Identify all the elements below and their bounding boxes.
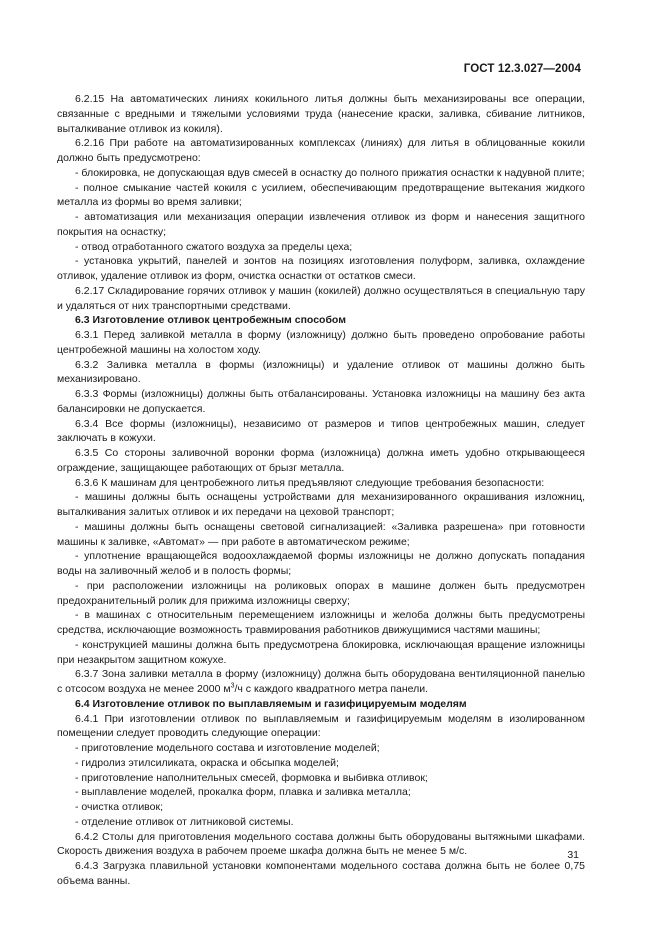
paragraph-text: - установка укрытий, панелей и зонтов на позициях изготовления полуформ, заливка, охлаждение отливок, удаление отливок из форм, очистка оснастки от остатков смеси. bbox=[57, 255, 585, 282]
paragraph-text: - отвод отработанного сжатого воздуха за пределы цеха; bbox=[75, 240, 353, 253]
paragraph-text: 6.3.5 Со стороны заливочной воронки форма (изложница) должна иметь удобно открывающееся ограждение, защищающее работающих от брызг металла. bbox=[57, 447, 585, 474]
paragraph bbox=[57, 579, 585, 609]
paragraph bbox=[57, 785, 585, 800]
paragraph bbox=[57, 284, 585, 314]
paragraph-text: 6.2.16 При работе на автоматизированных комплексах (линиях) для литья в облицованные кокили должно быть предусмотрено: bbox=[57, 137, 585, 164]
paragraph bbox=[57, 830, 585, 860]
paragraph bbox=[57, 166, 585, 181]
page-number: 31 bbox=[567, 849, 579, 861]
section-heading bbox=[57, 313, 585, 328]
paragraph-text: 6.3.1 Перед заливкой металла в форму (изложницу) должно быть проведено опробование работы центробежной машины на холостом ходу. bbox=[57, 329, 585, 356]
paragraph-text: - конструкцией машины должна быть предусмотрена блокировка, исключающая вращение изложницы при незакрытом защитном кожухе. bbox=[57, 638, 585, 666]
paragraph-text: 6.3.2 Заливка металла в формы (изложницы) и удаление отливок от машины должно быть механизировано. bbox=[57, 358, 585, 386]
paragraph-text: - выплавление моделей, прокалка форм, плавка и заливка металла; bbox=[75, 786, 411, 799]
paragraph-text: 6.3.4 Все формы (изложницы), независимо от размеров и типов центробежных машин, следует заключать в кожухи. bbox=[57, 417, 585, 445]
paragraph bbox=[57, 136, 585, 166]
paragraph-text-tail: /ч с каждого квадратного метра панели. bbox=[234, 683, 429, 695]
paragraph-text: - блокировка, не допускающая вдув смесей в оснастку до полного прижатия оснастки к надувной плите; bbox=[75, 166, 585, 179]
paragraph bbox=[57, 417, 585, 447]
paragraph bbox=[57, 446, 585, 476]
paragraph bbox=[57, 859, 585, 889]
paragraph bbox=[57, 608, 585, 638]
paragraph bbox=[57, 490, 585, 520]
paragraph bbox=[57, 638, 585, 668]
section-heading bbox=[57, 697, 585, 712]
paragraph-text: - полное смыкание частей кокиля с усилием, обеспечивающим предотвращение вытекания жидкого металла из формы во время заливки; bbox=[57, 181, 585, 209]
paragraph bbox=[57, 667, 585, 697]
superscript: 3 bbox=[230, 682, 235, 690]
paragraph bbox=[57, 181, 585, 211]
paragraph bbox=[57, 476, 585, 491]
document-code: ГОСТ 12.3.027—2004 bbox=[463, 63, 581, 75]
paragraph-text: 6.2.15 На автоматических линиях кокильного литья должны быть механизированы все операции, связанные с вредными и тяжелыми условиями труда (нанесение краски, заливка, сбивание литников, выталкивание отливок из кокиля). bbox=[57, 93, 585, 135]
paragraph bbox=[57, 549, 585, 579]
paragraph bbox=[57, 254, 585, 284]
paragraph bbox=[57, 800, 585, 815]
paragraph-text: 6.2.17 Складирование горячих отливок у машин (кокилей) должно осуществляться в специальную тару и удаляться от них транспортными средствами. bbox=[57, 284, 585, 312]
paragraph-text: - отделение отливок от литниковой системы. bbox=[75, 815, 294, 828]
paragraph bbox=[57, 756, 585, 771]
paragraph-text: 6.4 Изготовление отливок по выплавляемым и газифицируемым моделям bbox=[75, 697, 467, 710]
paragraph-text: - гидролиз этилсиликата, окраска и обсыпка моделей; bbox=[75, 756, 339, 769]
paragraph bbox=[57, 92, 585, 136]
paragraph-text: - приготовление наполнительных смесей, формовка и выбивка отливок; bbox=[75, 771, 428, 784]
paragraph bbox=[57, 712, 585, 742]
paragraph bbox=[57, 358, 585, 388]
paragraph-text: - очистка отливок; bbox=[75, 801, 163, 813]
paragraph-text: - автоматизация или механизация операции извлечения отливок из форм и нанесения защитного покрытия на оснастку; bbox=[57, 211, 585, 238]
paragraph bbox=[57, 520, 585, 550]
paragraph bbox=[57, 328, 585, 358]
paragraph-text: 6.3.3 Формы (изложницы) должны быть отбалансированы. Установка изложницы на машину без акта балансировки не допускается. bbox=[57, 388, 585, 415]
paragraph-text: 6.4.1 При изготовлении отливок по выплавляемым и газифицируемым моделям в изолированном помещении следует проводить следующие операции: bbox=[57, 712, 585, 740]
paragraph bbox=[57, 240, 585, 255]
paragraph-text: 6.4.3 Загрузка плавильной установки компонентами модельного состава должна быть не более 0,75 объема ванны. bbox=[57, 860, 585, 887]
paragraph bbox=[57, 741, 585, 756]
paragraph-text: - приготовление модельного состава и изготовление моделей; bbox=[75, 742, 380, 754]
paragraph bbox=[57, 815, 585, 830]
paragraph bbox=[57, 771, 585, 786]
paragraph-text: 6.3.7 Зона заливки металла в форму (изложницу) должна быть оборудована вентиляционной панелью с отсосом воздуха не менее 2000 м bbox=[57, 668, 585, 695]
paragraph-text: 6.4.2 Столы для приготовления модельного состава должны быть оборудованы вытяжными шкафами. Скорость движения воздуха в рабочем проеме шкафа должна быть не менее 5 м/с. bbox=[57, 830, 585, 858]
paragraph-text: - машины должны быть оснащены устройствами для механизированного окрашивания изложниц, выталкивания залитых отливок и их передачи на цеховой транспорт; bbox=[57, 491, 585, 518]
paragraph bbox=[57, 210, 585, 240]
paragraph-text: 6.3 Изготовление отливок центробежным способом bbox=[75, 314, 346, 327]
paragraph bbox=[57, 387, 585, 417]
paragraph-text: 6.3.6 К машинам для центробежного литья предъявляют следующие требования безопасности: bbox=[75, 476, 545, 489]
paragraph-text: - машины должны быть оснащены световой сигнализацией: «Заливка разрешена» при готовности машины к заливке, «Автомат» — при работе в автоматическом режиме; bbox=[57, 520, 585, 548]
paragraph-text: - в машинах с относительным перемещением изложницы и желоба должны быть предусмотрены средства, исключающие возможность травмирования работников движущимися частями машины; bbox=[57, 609, 585, 636]
paragraph-text: - при расположении изложницы на роликовых опорах в машине должен быть предусмотрен предохранительный ролик для прижима изложницы сверху; bbox=[57, 579, 585, 607]
page-body bbox=[57, 92, 585, 889]
paragraph-text: - уплотнение вращающейся водоохлаждаемой формы изложницы не должно допускать попадания воды на заливочный желоб и в полость формы; bbox=[57, 550, 585, 577]
